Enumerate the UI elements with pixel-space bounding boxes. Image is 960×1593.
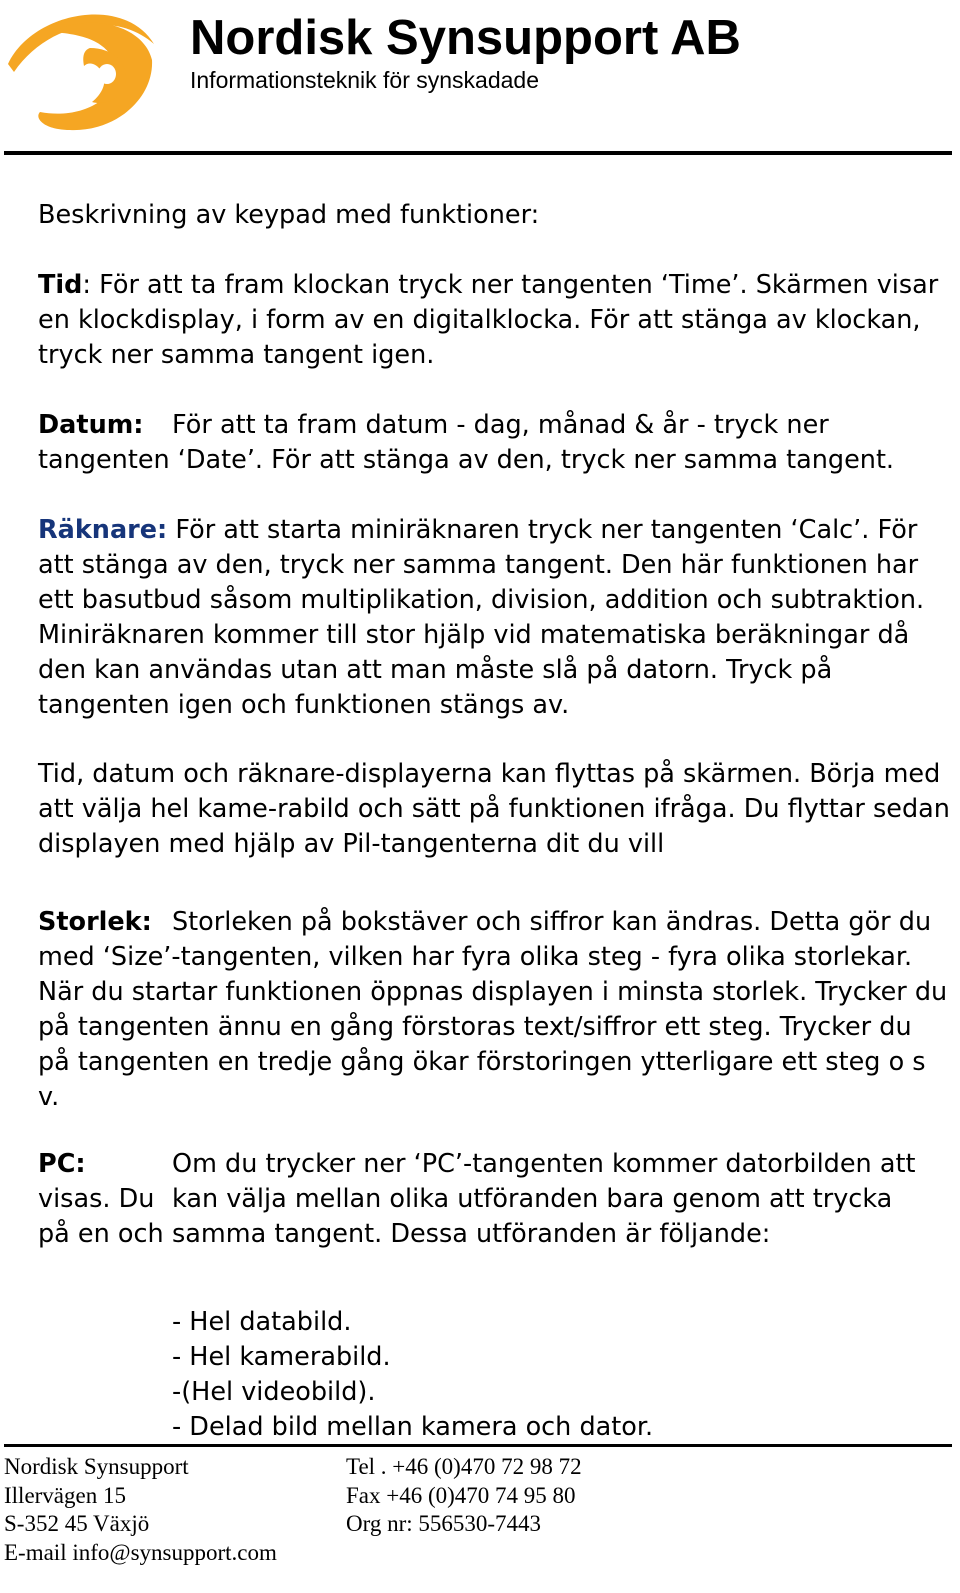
company-name: Nordisk Synsupport AB	[190, 11, 741, 65]
term-raknare: Räknare:	[38, 515, 168, 545]
section-pc	[38, 1147, 950, 1252]
section-datum	[38, 408, 950, 478]
datum-description: För att ta fram datum - dag, månad & år - tryck ner tangenten ‘Date’. För att stänga av den, tryck ner samma tangent.	[38, 410, 895, 475]
footer-divider	[4, 1444, 952, 1447]
pc-line-3a: på en och	[38, 1219, 164, 1249]
footer-phone: Tel . +46 (0)470 72 98 72	[346, 1454, 582, 1479]
storlek-description: Storleken på bokstäver och siffror kan ändras. Detta gör du med ‘Size’-tangenten, vilken har fyra olika steg - fyra olika storlekar. När du startar funktionen öppnas displayen i minsta storlek. Trycker du på tangenten ännu en gång förstoras text/siffror ett steg. Trycker du på tangenten en tredje gång ökar förstoringen ytterligare ett steg o s v.	[38, 907, 948, 1112]
footer-street: Illervägen 15	[4, 1482, 126, 1508]
list-item: -(Hel videobild).	[172, 1377, 376, 1407]
pc-line-3b: samma tangent. Dessa utföranden är följande:	[172, 1219, 771, 1249]
eye-logo-icon	[4, 2, 154, 134]
company-tagline: Informationsteknik för synskadade	[190, 67, 540, 93]
pc-line-2a: visas. Du	[38, 1184, 155, 1214]
term-storlek: Storlek:	[38, 907, 152, 937]
footer-address	[4, 1453, 277, 1567]
footer-fax: Fax +46 (0)470 74 95 80	[346, 1482, 576, 1508]
footer-city: S-352 45 Växjö	[4, 1511, 150, 1536]
term-tid: Tid	[38, 270, 83, 300]
pc-line-1: Om du trycker ner ‘PC’-tangenten kommer datorbilden att	[172, 1149, 916, 1179]
raknare-description: För att starta miniräknaren tryck ner tangenten ‘Calc’. För att stänga av den, tryck ner samma tangent. Den här funktionen har ett basutbud såsom multiplikation, division, addition och subtraktion. Miniräknaren kommer till stor hjälp vid matematiska beräkningar då den kan användas utan att man måste slå på datorn. Tryck på tangenten igen och funktionen stängs av.	[38, 515, 925, 720]
term-datum: Datum:	[38, 410, 144, 440]
footer-company: Nordisk Synsupport	[4, 1454, 189, 1479]
pc-options-list	[172, 1305, 653, 1445]
intro-heading: Beskrivning av keypad med funktioner:	[38, 200, 540, 230]
term-pc: PC:	[38, 1149, 86, 1179]
section-displays: Tid, datum och räknare-displayerna kan flyttas på skärmen. Börja med att välja hel kame-rabild och sätt på funktionen ifråga. Du flyttar sedan displayen med hjälp av Pil-tangenterna dit du vill	[38, 759, 950, 859]
list-item: - Delad bild mellan kamera och dator.	[172, 1412, 654, 1442]
pc-line-2b: kan välja mellan olika utföranden bara genom att trycka	[172, 1184, 893, 1214]
footer-org-number: Org nr: 556530-7443	[346, 1511, 542, 1536]
list-item: - Hel databild.	[172, 1307, 352, 1337]
section-raknare	[38, 513, 950, 723]
header-divider	[4, 151, 952, 155]
list-item: - Hel kamerabild.	[172, 1342, 391, 1372]
footer-contact	[346, 1453, 582, 1539]
section-tid	[38, 268, 950, 373]
footer-email: E-mail info@synsupport.com	[4, 1539, 277, 1565]
section-storlek	[38, 905, 950, 1115]
tid-description: : För att ta fram klockan tryck ner tangenten ‘Time’. Skärmen visar en klockdisplay, i form av en digitalklocka. För att stänga av klockan, tryck ner samma tangent igen.	[38, 270, 939, 370]
